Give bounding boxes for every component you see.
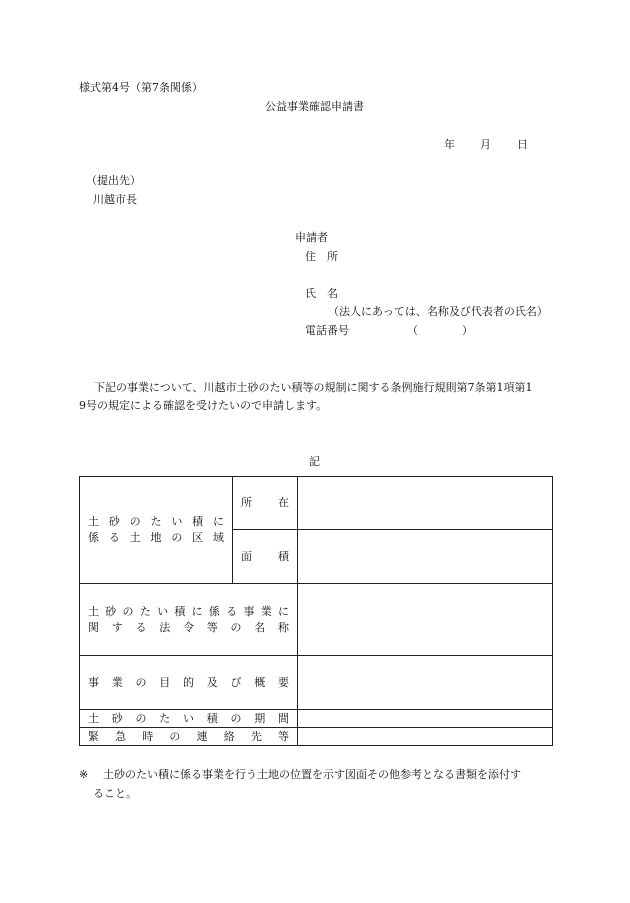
date-day-label: 日 [517, 138, 528, 151]
law-name-label-line1: 土砂のたい積に係る事業に [88, 604, 289, 618]
application-table [79, 476, 553, 746]
land-area-label-line2: 係る土地の区域 [88, 531, 224, 544]
ki-heading: 記 [309, 455, 320, 468]
form-number: 様式第4号（第7条関係） [79, 81, 203, 94]
contact-label-cell [80, 728, 298, 746]
recipient-name: 川越市長 [93, 193, 137, 206]
law-name-label-cell [80, 584, 298, 656]
location-label-cell [233, 477, 298, 530]
period-value-cell[interactable] [298, 710, 553, 728]
location-value-cell[interactable] [298, 477, 553, 530]
period-label-cell [80, 710, 298, 728]
law-name-label-line2: 関する法令等の名称 [88, 620, 289, 634]
table-row [80, 656, 553, 710]
applicant-heading: 申請者 [295, 231, 328, 244]
table-row [80, 477, 553, 530]
location-label: 所 在 [241, 496, 289, 509]
applicant-name-label: 氏 名 [305, 287, 338, 300]
table-row [80, 728, 553, 746]
land-area-label-cell [80, 477, 233, 584]
body-text-line2: 9号の規定による確認を受けたいので申請します。 [79, 399, 328, 412]
date-month-label: 月 [480, 138, 491, 151]
applicant-address-label: 住 所 [305, 250, 338, 263]
table-row [80, 710, 553, 728]
period-label: 土砂のたい積の期間 [88, 711, 289, 725]
contact-value-cell[interactable] [298, 728, 553, 746]
date-year-label: 年 [444, 138, 455, 151]
area-label-cell [233, 530, 298, 584]
recipient-label: （提出先） [86, 174, 141, 187]
document-title: 公益事業確認申請書 [265, 100, 364, 113]
purpose-label: 事業の目的及び概要 [88, 675, 289, 689]
phone-paren-open: （ [407, 324, 418, 337]
law-name-value-cell[interactable] [298, 584, 553, 656]
land-area-label-line1: 土砂のたい積に [88, 515, 224, 528]
contact-label: 緊急時の連絡先等 [88, 729, 289, 743]
footnote-line2: ること。 [93, 787, 137, 800]
applicant-phone-label: 電話番号 [305, 324, 349, 337]
body-text-line1: 下記の事業について、川越市土砂のたい積等の規制に関する条例施行規則第7条第1項第1 [94, 381, 533, 394]
corporation-note: （法人にあっては、名称及び代表者の氏名） [328, 305, 548, 318]
footnote-mark: ※ [79, 768, 89, 781]
table-row [80, 584, 553, 656]
purpose-value-cell[interactable] [298, 656, 553, 710]
area-label: 面 積 [241, 549, 289, 563]
purpose-label-cell [80, 656, 298, 710]
footnote-line1: 土砂のたい積に係る事業を行う土地の位置を示す図面その他参考となる書類を添付す [103, 768, 521, 781]
area-value-cell[interactable] [298, 530, 553, 584]
phone-paren-close: ） [462, 324, 473, 337]
